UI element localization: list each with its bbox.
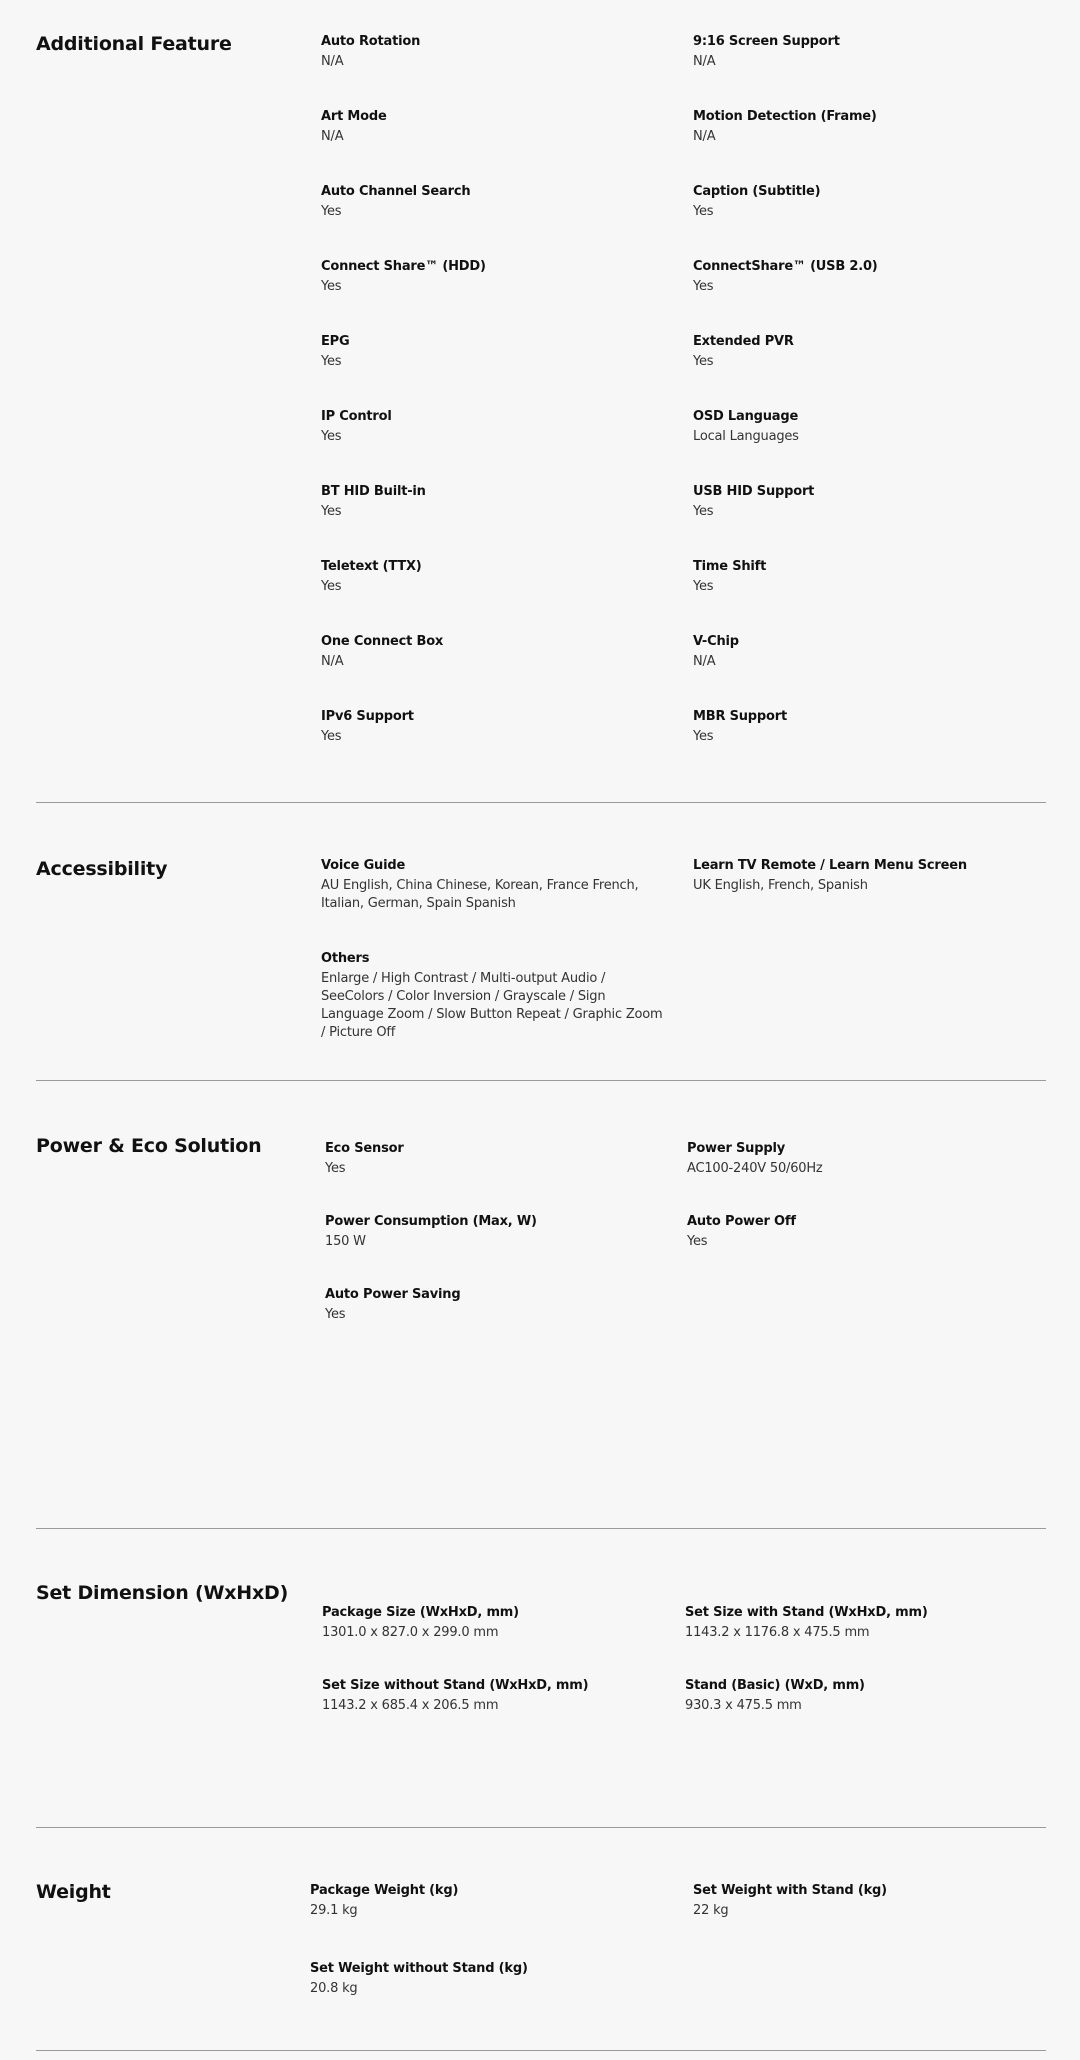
spec-ipv6-support — [321, 708, 661, 746]
spec-label: Package Size (WxHxD, mm) — [322, 1605, 519, 1620]
spec-value: Yes — [321, 579, 342, 594]
spec-value: Yes — [321, 354, 342, 369]
section-divider — [36, 1528, 1046, 1529]
spec-value: N/A — [321, 129, 344, 144]
section-divider — [36, 1080, 1046, 1081]
spec-value: Enlarge / High Contrast / Multi-output Audio / SeeColors / Color Inversion / Grayscale / Sign Language Zoom / Slow Button Repeat / Graphic Zoom / Picture Off — [321, 971, 663, 1040]
spec-label: Power Consumption (Max, W) — [325, 1214, 537, 1229]
spec-auto-power-off — [687, 1213, 1027, 1251]
spec-value: Yes — [693, 204, 714, 219]
spec-value: UK English, French, Spanish — [693, 878, 868, 893]
spec-value: Yes — [321, 504, 342, 519]
spec-value: Yes — [693, 279, 714, 294]
spec-label: Auto Power Saving — [325, 1287, 461, 1302]
spec-ip-control — [321, 408, 661, 446]
spec-label: USB HID Support — [693, 484, 815, 499]
spec-label: Package Weight (kg) — [310, 1883, 459, 1898]
spec-connect-share-usb — [693, 258, 1033, 296]
spec-label: MBR Support — [693, 709, 787, 724]
spec-value: Yes — [321, 429, 342, 444]
spec-value: 1143.2 x 685.4 x 206.5 mm — [322, 1698, 499, 1713]
spec-label: BT HID Built-in — [321, 484, 426, 499]
spec-package-weight — [310, 1882, 650, 1920]
spec-value: AC100-240V 50/60Hz — [687, 1161, 823, 1176]
spec-connect-share-hdd — [321, 258, 661, 296]
spec-power-supply — [687, 1140, 1027, 1178]
spec-label: Auto Power Off — [687, 1214, 796, 1229]
spec-one-connect-box — [321, 633, 661, 671]
section-title-weight: Weight — [36, 1881, 111, 1903]
spec-others — [321, 950, 666, 1042]
section-title-accessibility: Accessibility — [36, 858, 168, 880]
spec-label: OSD Language — [693, 409, 799, 424]
spec-value: AU English, China Chinese, Korean, France French, Italian, German, Spain Spanish — [321, 878, 639, 911]
section-title-power-eco: Power & Eco Solution — [36, 1135, 262, 1157]
spec-time-shift — [693, 558, 1033, 596]
spec-v-chip — [693, 633, 1033, 671]
spec-extended-pvr — [693, 333, 1033, 371]
spec-value: Yes — [325, 1307, 346, 1322]
spec-voice-guide — [321, 857, 666, 913]
section-divider — [36, 1827, 1046, 1828]
spec-value: Yes — [321, 279, 342, 294]
section-divider — [36, 2050, 1046, 2051]
spec-9-16-screen-support — [693, 33, 1033, 71]
spec-usb-hid-support — [693, 483, 1033, 521]
spec-power-consumption — [325, 1213, 665, 1251]
spec-label: Set Weight with Stand (kg) — [693, 1883, 887, 1898]
spec-label: Eco Sensor — [325, 1141, 404, 1156]
spec-label: Stand (Basic) (WxD, mm) — [685, 1678, 865, 1693]
spec-stand-basic — [685, 1677, 1025, 1715]
spec-value: Yes — [325, 1161, 346, 1176]
spec-eco-sensor — [325, 1140, 665, 1178]
spec-label: 9:16 Screen Support — [693, 34, 840, 49]
spec-label: EPG — [321, 334, 350, 349]
spec-learn-tv-remote — [693, 857, 1053, 895]
spec-value: Yes — [321, 204, 342, 219]
spec-label: V-Chip — [693, 634, 739, 649]
spec-auto-rotation — [321, 33, 661, 71]
spec-value: N/A — [693, 54, 716, 69]
spec-label: Extended PVR — [693, 334, 794, 349]
spec-label: One Connect Box — [321, 634, 444, 649]
spec-mbr-support — [693, 708, 1033, 746]
spec-value: 29.1 kg — [310, 1903, 358, 1918]
spec-value: 1143.2 x 1176.8 x 475.5 mm — [685, 1625, 870, 1640]
spec-label: Set Size without Stand (WxHxD, mm) — [322, 1678, 589, 1693]
section-title-set-dimension: Set Dimension (WxHxD) — [36, 1582, 289, 1604]
spec-label: Set Size with Stand (WxHxD, mm) — [685, 1605, 928, 1620]
spec-set-weight-without-stand — [310, 1960, 650, 1998]
spec-value: N/A — [693, 129, 716, 144]
spec-label: Others — [321, 951, 370, 966]
spec-label: Time Shift — [693, 559, 767, 574]
section-title-additional-feature: Additional Feature — [36, 33, 232, 55]
spec-auto-channel-search — [321, 183, 661, 221]
spec-set-size-with-stand — [685, 1604, 1025, 1642]
spec-label: Set Weight without Stand (kg) — [310, 1961, 528, 1976]
spec-value: 150 W — [325, 1234, 366, 1249]
spec-label: Caption (Subtitle) — [693, 184, 821, 199]
spec-package-size — [322, 1604, 662, 1642]
spec-value: Yes — [693, 729, 714, 744]
spec-label: Motion Detection (Frame) — [693, 109, 877, 124]
section-divider — [36, 802, 1046, 803]
spec-motion-detection — [693, 108, 1033, 146]
spec-osd-language — [693, 408, 1033, 446]
spec-value: Yes — [693, 579, 714, 594]
spec-label: IPv6 Support — [321, 709, 414, 724]
spec-value: 930.3 x 475.5 mm — [685, 1698, 802, 1713]
spec-value: Yes — [693, 354, 714, 369]
spec-value: N/A — [693, 654, 716, 669]
spec-value: 20.8 kg — [310, 1981, 358, 1996]
spec-set-size-without-stand — [322, 1677, 662, 1715]
spec-caption-subtitle — [693, 183, 1033, 221]
spec-bt-hid-built-in — [321, 483, 661, 521]
spec-label: Auto Rotation — [321, 34, 421, 49]
spec-teletext — [321, 558, 661, 596]
spec-label: Power Supply — [687, 1141, 785, 1156]
spec-value: Yes — [687, 1234, 708, 1249]
spec-value: N/A — [321, 54, 344, 69]
spec-value: Yes — [321, 729, 342, 744]
spec-label: Connect Share™ (HDD) — [321, 259, 486, 274]
spec-art-mode — [321, 108, 661, 146]
spec-label: Learn TV Remote / Learn Menu Screen — [693, 858, 967, 873]
spec-value: N/A — [321, 654, 344, 669]
spec-label: Voice Guide — [321, 858, 406, 873]
spec-value: 22 kg — [693, 1903, 729, 1918]
spec-value: Yes — [693, 504, 714, 519]
spec-set-weight-with-stand — [693, 1882, 1033, 1920]
spec-label: ConnectShare™ (USB 2.0) — [693, 259, 878, 274]
spec-value: 1301.0 x 827.0 x 299.0 mm — [322, 1625, 499, 1640]
spec-epg — [321, 333, 661, 371]
spec-label: Auto Channel Search — [321, 184, 471, 199]
spec-label: Art Mode — [321, 109, 387, 124]
spec-label: IP Control — [321, 409, 392, 424]
spec-label: Teletext (TTX) — [321, 559, 422, 574]
spec-auto-power-saving — [325, 1286, 665, 1324]
spec-value: Local Languages — [693, 429, 799, 444]
